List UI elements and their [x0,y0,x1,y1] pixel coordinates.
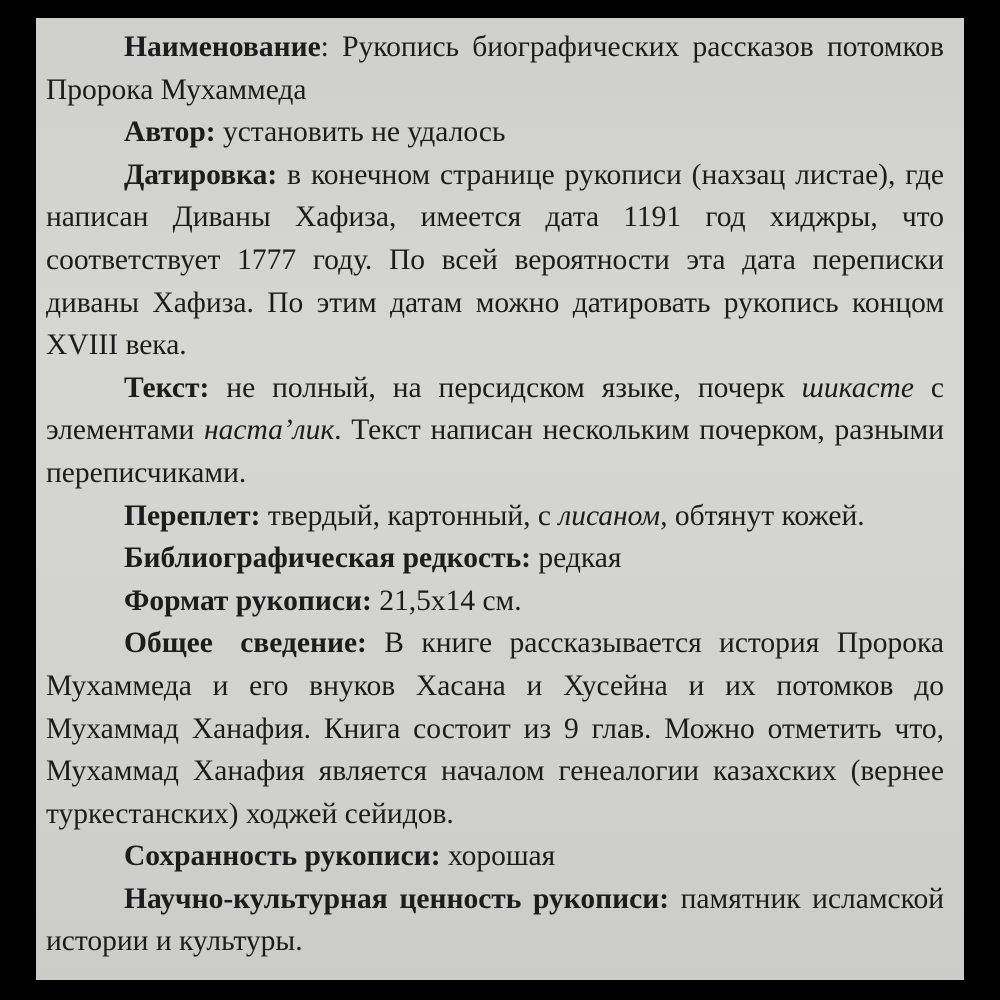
general-value: В книге рассказывается история Пророка Мухаммеда и его внуков Хасана и Хусейна и их потомков до Мухаммад Ханафия. Книга состоит из 9 глав. Можно отметить что, Мухаммад Ханафия является началом генеалогии казахских (вернее туркестанских) ходжей сейидов. [46,627,944,830]
name-label: Наименование [124,31,321,63]
preservation-value: хорошая [440,840,556,873]
field-format [46,580,944,623]
field-dating [46,154,944,367]
general-label: Общее сведение: [124,627,367,660]
field-binding [46,495,944,538]
text-value-b: с элементами [46,371,945,447]
dating-value: в конечном странице рукописи (нахзац листае), где написан Диваны Хафиза, имеется дата 1191 год хиджры, что соответствует 1777 году. По всей вероятности эта дата переписки диваны Хафиза. По этим датам можно датировать рукопись концом XVIII века. [46,158,944,362]
field-general [46,622,944,835]
rarity-value: редкая [531,542,622,575]
name-value: : Рукопись биографических рассказов потомков Пророка Мухаммеда [46,31,944,106]
text-script-shikaste: шикасте [801,371,914,404]
format-value: 21,5х14 см. [371,584,522,617]
text-value-a: не полный, на персидском языке, почерк [209,371,802,404]
field-text [46,367,944,495]
rarity-label: Библиографическая редкость: [124,542,531,575]
field-author [46,111,944,154]
author-label: Автор: [124,116,216,149]
text-label: Текст: [124,371,210,404]
value-label: Научно-культурная ценность рукописи: [124,882,670,915]
binding-label: Переплет: [124,499,261,532]
binding-value-a: твердый, картонный, с [260,499,559,532]
field-value [46,878,944,963]
text-script-nastaliq: наста’лик [204,414,335,447]
text-value-c: . Текст написан нескольким почерком, разными переписчиками. [46,414,945,489]
binding-value-b: обтянут кожей. [667,499,865,532]
document-page [36,18,964,980]
binding-lisan: лисаном, [558,499,668,532]
preservation-label: Сохранность рукописи: [124,840,441,873]
field-rarity [46,537,944,580]
author-value: установить не удалось [215,116,506,149]
field-preservation [46,835,944,878]
value-value: памятник исламской истории и культуры. [46,882,945,958]
field-name [46,26,944,111]
dating-label: Датировка: [124,158,278,191]
format-label: Формат рукописи: [124,584,372,617]
